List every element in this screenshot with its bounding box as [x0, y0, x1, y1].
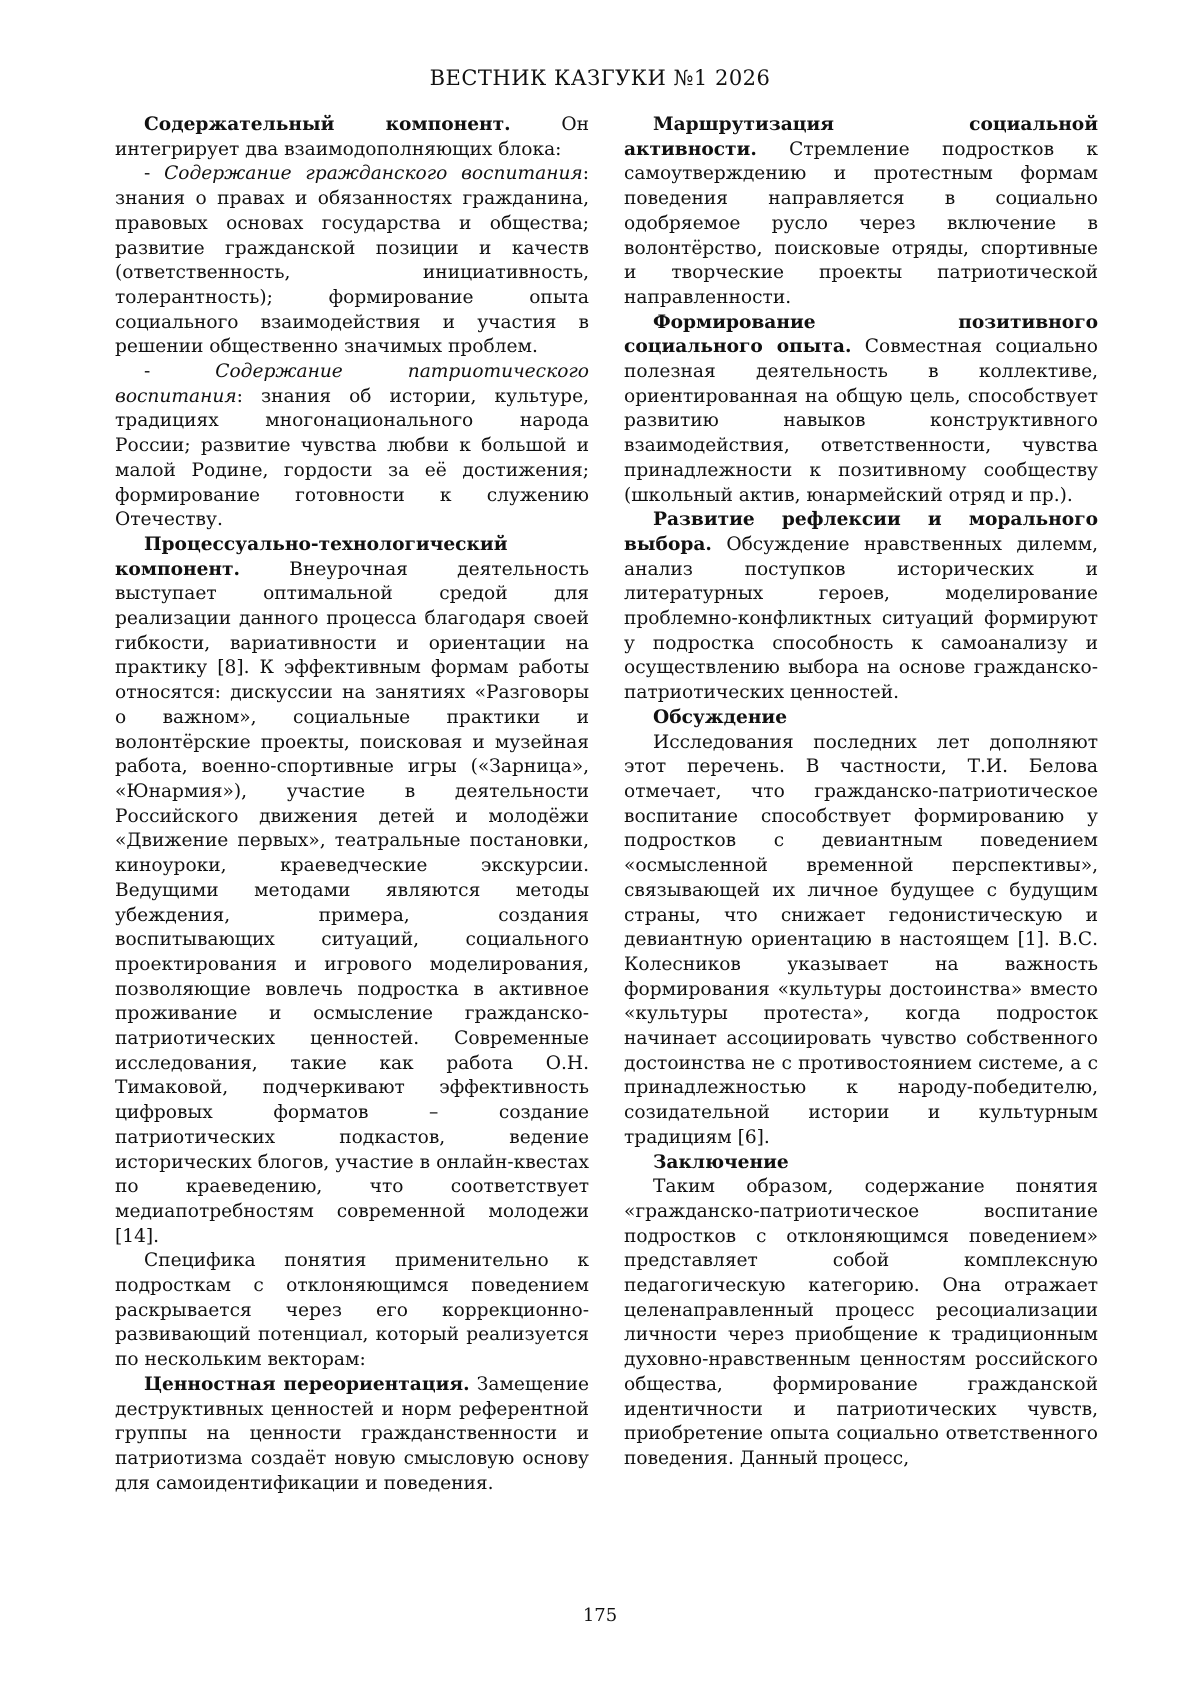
discussion-paragraph: Исследования последних лет дополняют этот перечень. В частности, Т.И. Белова отмечает, что гражданско-патриотическое воспитание способствует формированию у подростков с девиантным поведением «осмысленной временной перспективы», связывающей их личное будущее с будущим страны, что снижает гедонистическую и девиантную ориентацию в настоящем [1]. В.С. Колесников указывает на важность формирования «культуры достоинства» вместо «культуры протеста», когда подросток начинает ассоциировать чувство собственного достоинства не с противостоянием системе, а с принадлежностью к народу-победителю, созидательной истории и культурным традициям [6].: [624, 731, 1098, 1148]
content-component-heading: Содержательный компонент.: [144, 114, 511, 135]
conclusion-paragraph: Таким образом, содержание понятия «гражданско-патриотическое воспитание подростков с отклоняющимся поведением» представляет собой комплексную педагогическую категорию. Она отражает целенаправленный процесс ресоциализации личности через приобщение к традиционным духовно-нравственным ценностям российского общества, формирование гражданской идентичности и патриотических чувств, приобретение опыта социально ответственного поведения. Данный процесс,: [624, 1176, 1098, 1469]
value-reorientation-paragraph: Ценностная переориентация. Замещение деструктивных ценностей и норм референтной группы на ценности гражданственности и патриотизма создаёт новую смысловую основу для самоидентификации и поведения.: [115, 1373, 589, 1494]
page-number: 175: [582, 1605, 618, 1626]
specifics-paragraph: Специфика понятия применительно к подросткам с отклоняющимся поведением раскрывается через его коррекционно-развивающий потенциал, который реализуется по нескольким векторам:: [115, 1250, 589, 1371]
positive-experience-heading: Формирование позитивного социального опыта.: [624, 311, 1098, 358]
positive-experience-paragraph: Формирование позитивного социального опыта. Совместная социально полезная деятельность в коллективе, ориентированная на общую цель, способствует развитию навыков конструктивного взаимодействия, ответственности, чувства принадлежности к позитивному сообществу (школьный актив, юнармейский отряд и пр.).: [624, 311, 1098, 506]
discussion-heading: Обсуждение: [653, 706, 788, 728]
left-column: [115, 113, 589, 1496]
social-activity-paragraph: Маршрутизация социальной активности. Стремление подростков к самоутверждению и протестным формам поведения направляется в социально одобряемое русло через включение в волонтёрство, поисковые отряды, спортивные и творческие проекты патриотической направленности.: [624, 114, 1098, 308]
procedural-component-paragraph: Процессуально-технологический компонент. Внеурочная деятельность выступает оптимальной средой для реализации данного процесса благодаря своей гибкости, вариативности и ориентации на практику [8]. К эффективным формам работы относятся: дискуссии на занятиях «Разговоры о важном», социальные практики и волонтёрские проекты, поисковая и музейная работа, военно-спортивные игры («Зарница», «Юнармия»), участие в деятельности Российского движения детей и молодёжи «Движение первых», театральные постановки, киноуроки, краеведческие экскурсии. Ведущими методами являются методы убеждения, примера, создания воспитывающих ситуаций, социального проектирования и игрового моделирования, позволяющие вовлечь подростка в активное проживание и осмысление гражданско-патриотических ценностей. Современные исследования, такие как работа О.Н. Тимаковой, подчеркивают эффективность цифровых форматов – создание патриотических подкастов, ведение исторических блогов, участие в онлайн-квестах по краеведению, что соответствует медиапотребностям современной молодежи [14].: [115, 533, 589, 1247]
civic-content-label: Содержание гражданского воспитания: [164, 163, 583, 185]
reflection-paragraph: Развитие рефлексии и морального выбора. Обсуждение нравственных дилемм, анализ поступков исторических и литературных героев, моделирование проблемно-конфликтных ситуаций формируют у подростка способность к самоанализу и осуществлению выбора на основе гражданско-патриотических ценностей.: [624, 509, 1098, 704]
patriotic-content-label: Содержание патриотического воспитания: [115, 361, 589, 407]
journal-header: ВЕСТНИК КАЗГУКИ №1 2026: [429, 66, 771, 90]
content-component-paragraph: Содержательный компонент. Он интегрирует два взаимодополняющих блока:: [115, 114, 589, 160]
civic-content-paragraph: - Содержание гражданского воспитания: знания о правах и обязанностях гражданина, правовых основах государства и общества; развитие гражданской позиции и качеств (ответственность, инициативность, толерантность); формирование опыта социального взаимодействия и участия в решении общественно значимых проблем.: [115, 163, 589, 358]
right-column: [624, 113, 1098, 1472]
conclusion-heading: Заключение: [653, 1151, 789, 1173]
social-activity-heading: Маршрутизация социальной активности.: [624, 114, 1098, 160]
procedural-component-heading: Процессуально-технологический компонент.: [115, 533, 508, 580]
reflection-heading: Развитие рефлексии и морального выбора.: [624, 509, 1098, 555]
patriotic-content-paragraph: - Содержание патриотического воспитания: знания об истории, культуре, традициях многонационального народа России; развитие чувства любви к большой и малой Родине, гордости за её достижения; формирование готовности к служению Отечеству.: [115, 361, 589, 531]
value-reorientation-heading: Ценностная переориентация.: [144, 1373, 470, 1395]
